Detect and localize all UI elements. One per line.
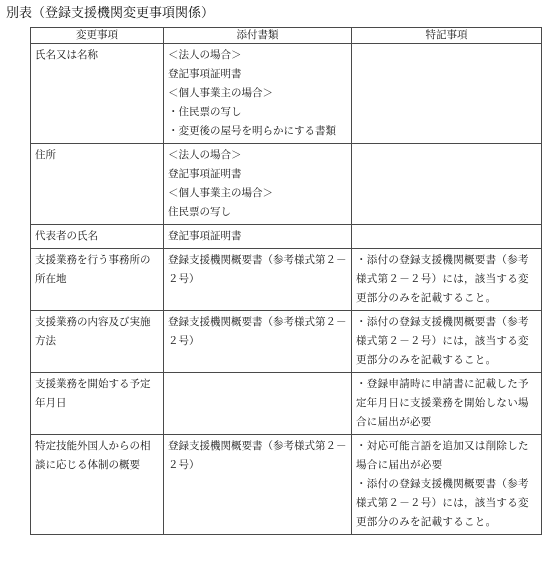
attached-documents-cell xyxy=(164,311,352,373)
table-row xyxy=(31,225,542,249)
table-row xyxy=(31,44,542,144)
document-line: 登記事項証明書 xyxy=(168,230,242,242)
table-row xyxy=(31,435,542,535)
note-line: ・登録申請時に申請書に記載した予定年月日に支援業務を開始しない場合に届出が必要 xyxy=(356,378,529,428)
special-notes-cell xyxy=(352,311,542,373)
change-item-cell: 支援業務の内容及び実施方法 xyxy=(31,311,164,373)
document-line: ・住民票の写し xyxy=(168,106,242,118)
document-line: 住民票の写し xyxy=(168,206,231,218)
header-attached-documents: 添付書類 xyxy=(164,28,352,44)
document-line: 登録支援機関概要書（参考様式第２－２号） xyxy=(168,254,347,285)
document-line: 登録支援機関概要書（参考様式第２－２号） xyxy=(168,316,347,347)
document-line: ・変更後の屋号を明らかにする書類 xyxy=(168,125,336,137)
table-row xyxy=(31,144,542,225)
special-notes-cell xyxy=(352,435,542,535)
special-notes-cell xyxy=(352,144,542,225)
attached-documents-cell xyxy=(164,44,352,144)
change-item-cell: 代表者の氏名 xyxy=(31,225,164,249)
change-item-cell: 特定技能外国人からの相談に応じる体制の概要 xyxy=(31,435,164,535)
attached-documents-cell xyxy=(164,249,352,311)
special-notes-cell xyxy=(352,225,542,249)
note-line: ・対応可能言語を追加又は削除した場合に届出が必要 xyxy=(356,440,529,471)
change-item-cell: 氏名又は名称 xyxy=(31,44,164,144)
attached-documents-cell xyxy=(164,435,352,535)
change-item-cell: 支援業務を行う事務所の所在地 xyxy=(31,249,164,311)
change-items-table xyxy=(30,27,542,535)
header-special-notes: 特記事項 xyxy=(352,28,542,44)
document-line: 登記事項証明書 xyxy=(168,68,242,80)
document-line: ＜個人事業主の場合＞ xyxy=(168,187,273,199)
note-line: ・添付の登録支援機関概要書（参考様式第２－２号）には，該当する変更部分のみを記載すること。 xyxy=(356,254,529,304)
table-row xyxy=(31,249,542,311)
change-item-cell: 住所 xyxy=(31,144,164,225)
attached-documents-cell xyxy=(164,225,352,249)
table-row xyxy=(31,373,542,435)
header-change-item: 変更事項 xyxy=(31,28,164,44)
document-line: 登録支援機関概要書（参考様式第２－２号） xyxy=(168,440,347,471)
table-row xyxy=(31,311,542,373)
document-line: ＜個人事業主の場合＞ xyxy=(168,87,273,99)
special-notes-cell xyxy=(352,249,542,311)
attached-documents-cell xyxy=(164,144,352,225)
document-line: ＜法人の場合＞ xyxy=(168,49,242,61)
note-line: ・添付の登録支援機関概要書（参考様式第２－２号）には，該当する変更部分のみを記載すること。 xyxy=(356,316,529,366)
document-line: 登記事項証明書 xyxy=(168,168,242,180)
attached-documents-cell xyxy=(164,373,352,435)
document-line: ＜法人の場合＞ xyxy=(168,149,242,161)
document-title: 別表（登録支援機関変更事項関係） xyxy=(6,6,215,21)
special-notes-cell xyxy=(352,373,542,435)
special-notes-cell xyxy=(352,44,542,144)
change-item-cell: 支援業務を開始する予定年月日 xyxy=(31,373,164,435)
note-line: ・添付の登録支援機関概要書（参考様式第２－２号）には，該当する変更部分のみを記載すること。 xyxy=(356,478,529,528)
table-header-row xyxy=(31,28,542,44)
